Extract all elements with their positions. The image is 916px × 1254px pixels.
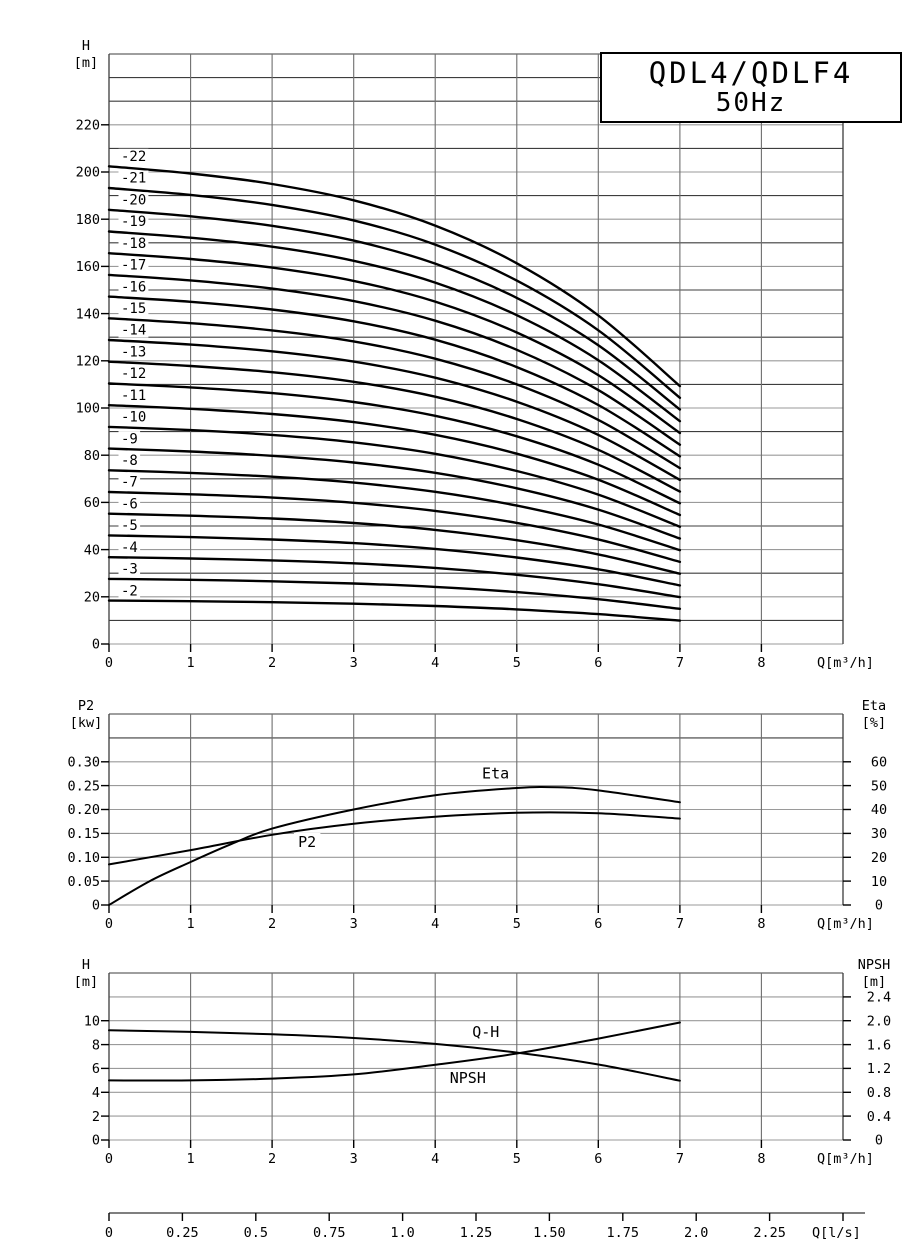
pump-model-title: QDL4/QDLF4 [648,55,854,90]
ls-tick-label: 2.0 [684,1225,709,1241]
right-axis-name: Eta [861,698,887,714]
x-axis-tick-label: 6 [594,916,603,932]
left-axis-tick-label: 120 [75,353,100,370]
left-axis-tick-label: 2 [91,1108,100,1125]
stage-label: -7 [121,474,138,491]
left-axis-tick-label: 0.25 [67,778,100,795]
x-axis-tick-label: 1 [186,1151,195,1167]
curve-label-Q-H: Q-H [472,1023,500,1041]
right-axis-tick-label: 2.0 [866,1013,892,1030]
left-axis-tick-label: 10 [83,1013,100,1030]
left-axis-tick-label: 200 [75,164,100,181]
x-axis-tick-label: 3 [349,916,358,932]
stage-label: -19 [121,214,147,231]
right-axis-tick-label: 0 [874,1132,884,1149]
left-axis-tick-label: 0.15 [67,826,100,843]
x-axis-tick-label: 2 [268,916,277,932]
ls-tick-label: 0.5 [243,1225,268,1241]
curve-P2 [109,812,680,864]
x-axis-tick-label: 4 [431,1151,440,1167]
left-axis-tick-label: 0.10 [67,850,100,866]
stage-curve--17 [109,275,680,448]
x-axis-tick-label: 2 [268,655,277,671]
left-axis-tick-label: 140 [75,306,100,323]
right-axis-tick-label: 40 [870,802,888,819]
stage-label: -22 [121,149,147,165]
x-axis-tick-label: 8 [757,655,766,671]
ls-tick-label: 1.75 [606,1225,640,1241]
left-axis-tick-label: 100 [75,400,100,417]
left-axis-name: H [81,957,91,973]
x-axis-tick-label: 0 [104,916,114,932]
stage-label: -18 [121,235,147,252]
right-axis-tick-label: 1.2 [866,1061,892,1078]
x-axis-tick-label: 6 [594,1151,603,1167]
stage-curve--15 [109,318,680,468]
stage-curve--10 [109,427,680,527]
stage-label: -3 [121,561,138,578]
right-axis-tick-label: 60 [870,754,888,771]
ls-tick-label: 0.25 [166,1225,199,1241]
right-axis-tick-label: 1.6 [866,1037,892,1054]
left-axis-tick-label: 20 [83,589,100,606]
x-axis-tick-label: 8 [757,1151,766,1167]
left-axis-tick-label: 6 [91,1061,100,1078]
x-axis-tick-label: 0 [104,655,114,671]
x-axis-tick-label: 4 [431,916,440,932]
right-axis-tick-label: 0 [874,897,884,914]
stage-label: -12 [121,366,147,383]
x-axis-tick-label: 7 [675,916,684,932]
ls-tick-label: 0 [104,1225,114,1241]
x-axis-tick-label: 3 [349,655,358,671]
left-axis-tick-label: 160 [75,259,100,276]
stage-curve--5 [109,535,680,585]
stage-label: -14 [121,322,147,339]
left-axis-tick-label: 0.20 [67,802,100,819]
x-axis-tick-label: 5 [512,916,521,932]
stage-label: -2 [121,583,138,600]
x-axis-tick-label: 3 [349,1151,358,1167]
ls-tick-label: 1.0 [390,1225,415,1241]
right-axis-tick-label: 30 [870,826,888,843]
left-axis-tick-label: 60 [83,495,100,512]
right-axis-tick-label: 0.8 [866,1085,892,1101]
stage-curve--11 [109,405,680,515]
left-axis-tick-label: 0 [91,636,100,653]
x-axis-tick-label: 5 [512,655,521,671]
curve-label-P2: P2 [298,833,317,851]
left-axis-unit: [kw] [69,715,103,731]
stage-label: -17 [121,257,147,274]
stage-label: -8 [121,453,138,469]
ls-tick-label: 1.25 [459,1225,493,1241]
ls-tick-label: 2.25 [753,1225,786,1241]
x-axis-tick-label: 2 [268,1151,277,1167]
x-axis-tick-label: 6 [594,655,603,671]
stage-label: -20 [121,192,147,209]
left-axis-name: H [81,38,91,54]
left-axis-tick-label: 0.30 [67,754,100,771]
curve-label-Eta: Eta [482,764,510,783]
x-axis-tick-label: 8 [757,916,766,932]
right-axis-tick-label: 20 [870,850,888,866]
ls-tick-label: 0.75 [312,1225,346,1241]
right-axis-unit: [%] [861,715,887,731]
x-axis-tick-label: 5 [512,1151,521,1167]
stage-label: -16 [121,279,147,296]
stage-label: -11 [121,387,147,404]
stage-curve--22 [109,166,680,386]
left-axis-tick-label: 8 [91,1037,100,1054]
right-axis-tick-label: 10 [870,873,888,890]
ls-tick-label: 1.50 [533,1225,566,1241]
left-axis-unit: [m] [73,974,99,990]
x-axis-unit-label: Q[m³/h] [817,655,874,671]
left-axis-tick-label: 0 [91,897,100,914]
right-axis-tick-label: 2.4 [866,989,892,1006]
left-axis-tick-label: 220 [75,117,100,134]
left-axis-tick-label: 180 [75,211,100,228]
x-axis-tick-label: 7 [675,1151,684,1167]
x-axis-tick-label: 4 [431,655,440,671]
stage-curve--4 [109,557,680,600]
right-axis-tick-label: 0.4 [866,1108,892,1125]
left-axis-tick-label: 0 [91,1132,100,1149]
stage-label: -15 [121,301,147,317]
left-axis-tick-label: 4 [91,1085,100,1101]
stage-label: -10 [121,409,147,426]
x-axis-tick-label: 1 [186,916,195,932]
stage-label: -5 [121,518,138,535]
stage-label: -6 [121,496,138,513]
stage-label: -9 [121,431,138,448]
curve-Q-H [109,1030,680,1080]
x-axis-tick-label: 7 [675,655,684,671]
right-axis-unit: [m] [861,974,887,990]
x-axis-unit-label: Q[m³/h] [817,1151,874,1167]
stage-label: -21 [121,170,147,187]
right-axis-tick-label: 50 [870,778,888,795]
left-axis-name: P2 [77,698,95,714]
left-axis-unit: [m] [73,55,99,71]
left-axis-tick-label: 0.05 [67,873,100,890]
stage-curve--2 [109,601,680,621]
x-axis-unit-label: Q[m³/h] [817,916,874,932]
curve-label-NPSH: NPSH [449,1069,486,1087]
right-axis-name: NPSH [857,957,891,973]
title-box [600,52,902,123]
left-axis-tick-label: 80 [83,447,100,464]
frequency-label: 50Hz [715,88,787,119]
left-axis-tick-label: 40 [83,542,100,559]
x-axis-tick-label: 1 [186,655,195,671]
x-axis-tick-label: 0 [104,1151,114,1167]
curve-Eta [109,787,680,905]
ls-unit-label: Q[l/s] [812,1225,861,1241]
stage-label: -4 [121,539,138,556]
stage-label: -13 [121,344,147,361]
